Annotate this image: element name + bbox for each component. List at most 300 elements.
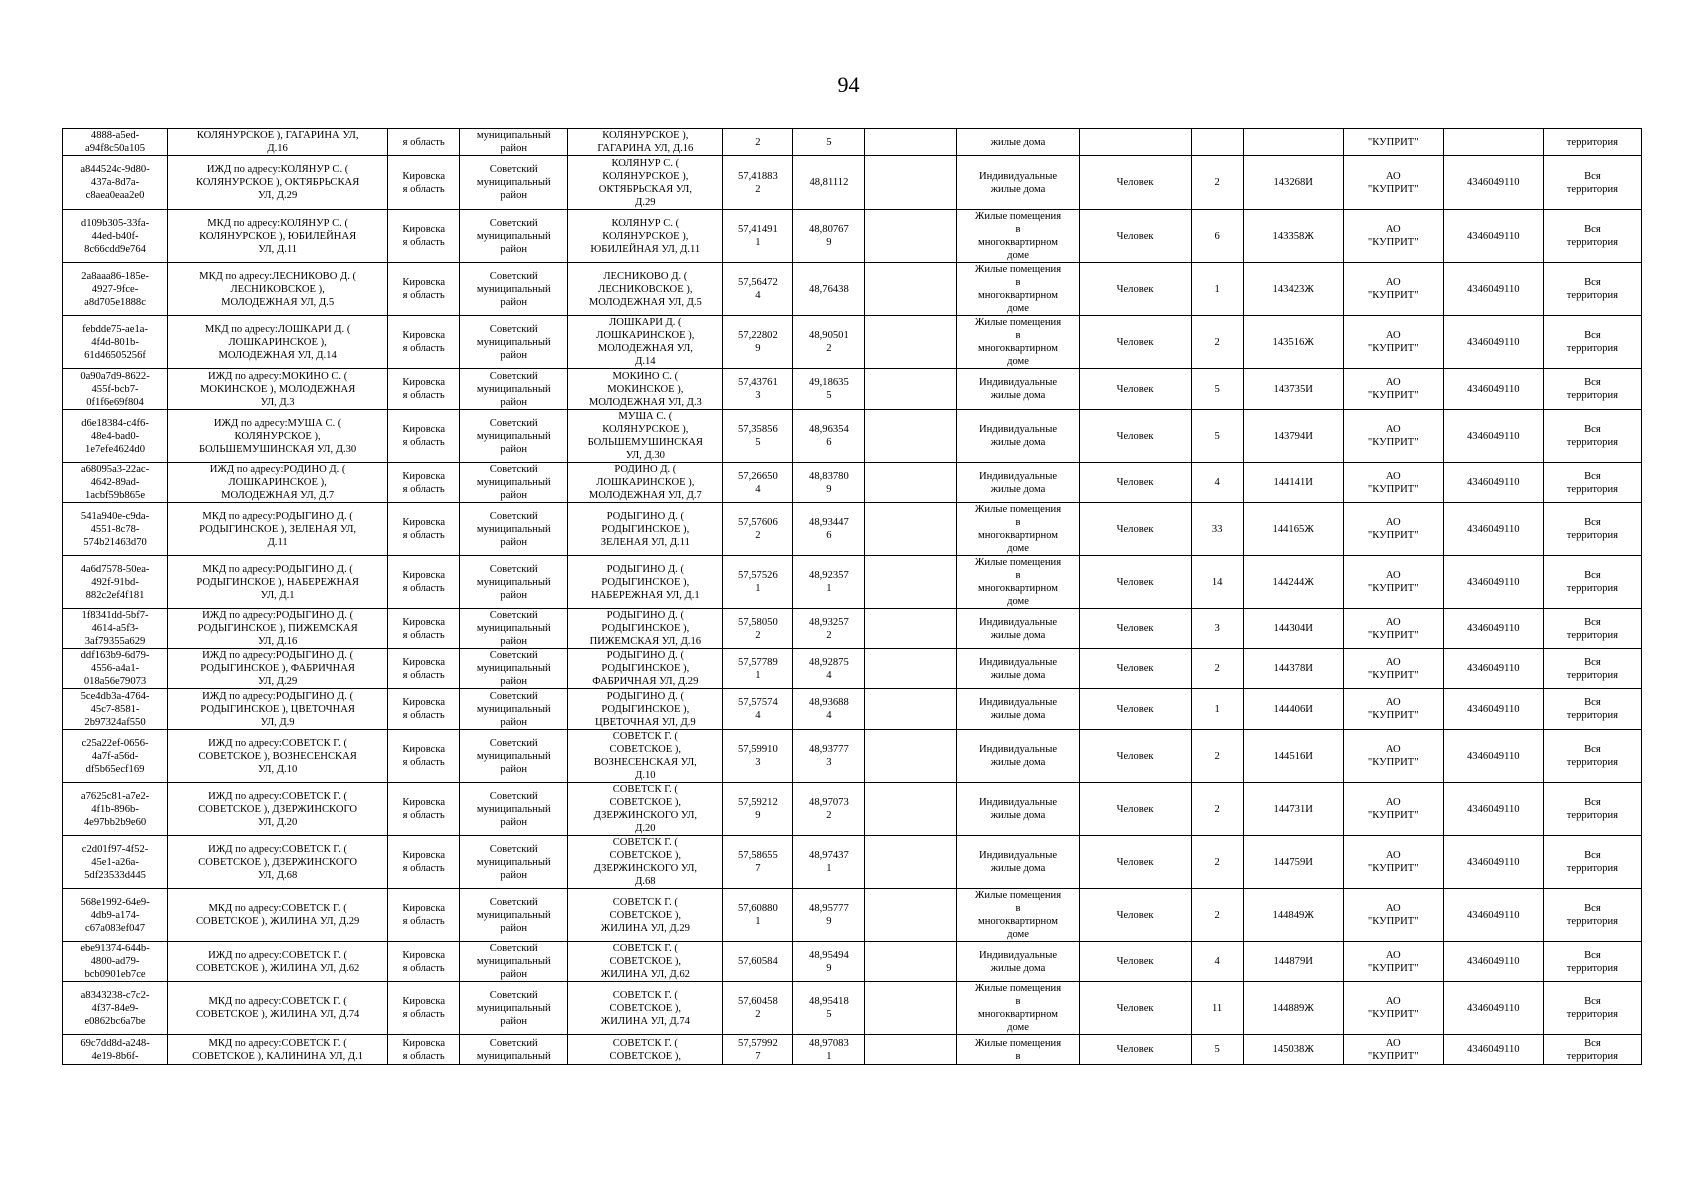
unit-cell: Человек — [1079, 556, 1191, 609]
inn-cell: 4346049110 — [1443, 1035, 1543, 1065]
count-cell: 4 — [1191, 942, 1243, 982]
territory-cell: Вся территория — [1543, 836, 1641, 889]
latitude-cell: 57,59212 9 — [723, 783, 793, 836]
uuid-cell: 0a90a7d9-8622- 455f-bcb7- 0f1f6e69f804 — [63, 369, 168, 410]
table-row — [63, 316, 1642, 369]
region-cell: Кировска я область — [388, 263, 460, 316]
territory-cell: Вся территория — [1543, 1035, 1641, 1065]
table-row — [63, 129, 1642, 156]
category-cell: Индивидуальные жилые дома — [957, 689, 1079, 730]
district-cell: Советский муниципальный район — [460, 942, 568, 982]
code-cell: 143268И — [1243, 156, 1343, 210]
unit-cell: Человек — [1079, 156, 1191, 210]
longitude-cell: 49,18635 5 — [793, 369, 865, 410]
code-cell: 143794И — [1243, 410, 1343, 463]
category-cell: Жилые помещения в многоквартирном доме — [957, 982, 1079, 1035]
uuid-cell: ebe91374-644b- 4800-ad79- bcb0901eb7ce — [63, 942, 168, 982]
district-cell: Советский муниципальный район — [460, 889, 568, 942]
longitude-cell: 48,97437 1 — [793, 836, 865, 889]
category-cell: Жилые помещения в — [957, 1035, 1079, 1065]
latitude-cell: 57,41491 1 — [723, 210, 793, 263]
unit-cell: Человек — [1079, 609, 1191, 649]
region-cell: Кировска я область — [388, 156, 460, 210]
uuid-cell: 69c7dd8d-a248- 4e19-8b6f- — [63, 1035, 168, 1065]
organization-cell: АО "КУПРИТ" — [1343, 982, 1443, 1035]
uuid-cell: a7625c81-a7e2- 4f1b-896b- 4e97bb2b9e60 — [63, 783, 168, 836]
code-cell: 144731И — [1243, 783, 1343, 836]
address-cell: СОВЕТСК Г. ( СОВЕТСКОЕ ), ЖИЛИНА УЛ, Д.74 — [568, 982, 723, 1035]
unit-cell: Человек — [1079, 369, 1191, 410]
object-name-cell: ИЖД по адресу:КОЛЯНУР С. ( КОЛЯНУРСКОЕ ), ОКТЯБРЬСКАЯ УЛ, Д.29 — [168, 156, 388, 210]
longitude-cell: 48,80767 9 — [793, 210, 865, 263]
district-cell: Советский муниципальный район — [460, 210, 568, 263]
inn-cell: 4346049110 — [1443, 609, 1543, 649]
object-name-cell: МКД по адресу:ЛЕСНИКОВО Д. ( ЛЕСНИКОВСКОЕ ), МОЛОДЕЖНАЯ УЛ, Д.5 — [168, 263, 388, 316]
inn-cell: 4346049110 — [1443, 369, 1543, 410]
latitude-cell: 57,22802 9 — [723, 316, 793, 369]
empty-cell — [865, 503, 957, 556]
organization-cell: АО "КУПРИТ" — [1343, 942, 1443, 982]
category-cell: Жилые помещения в многоквартирном доме — [957, 889, 1079, 942]
count-cell — [1191, 129, 1243, 156]
territory-cell: территория — [1543, 129, 1641, 156]
uuid-cell: 5ce4db3a-4764- 45c7-8581- 2b97324af550 — [63, 689, 168, 730]
object-name-cell: ИЖД по адресу:РОДЫГИНО Д. ( РОДЫГИНСКОЕ ), ПИЖЕМСКАЯ УЛ, Д.16 — [168, 609, 388, 649]
table-row — [63, 463, 1642, 503]
empty-cell — [865, 1035, 957, 1065]
empty-cell — [865, 263, 957, 316]
unit-cell: Человек — [1079, 889, 1191, 942]
organization-cell: АО "КУПРИТ" — [1343, 689, 1443, 730]
longitude-cell: 48,95777 9 — [793, 889, 865, 942]
organization-cell: АО "КУПРИТ" — [1343, 649, 1443, 689]
organization-cell: АО "КУПРИТ" — [1343, 556, 1443, 609]
latitude-cell: 57,56472 4 — [723, 263, 793, 316]
latitude-cell: 57,59910 3 — [723, 730, 793, 783]
object-name-cell: МКД по адресу:СОВЕТСК Г. ( СОВЕТСКОЕ ), ЖИЛИНА УЛ, Д.29 — [168, 889, 388, 942]
table-container — [62, 128, 1642, 1131]
address-cell: КОЛЯНУР С. ( КОЛЯНУРСКОЕ ), ОКТЯБРЬСКАЯ УЛ, Д.29 — [568, 156, 723, 210]
count-cell: 2 — [1191, 730, 1243, 783]
unit-cell: Человек — [1079, 982, 1191, 1035]
category-cell: Индивидуальные жилые дома — [957, 609, 1079, 649]
region-cell: Кировска я область — [388, 730, 460, 783]
territory-cell: Вся территория — [1543, 316, 1641, 369]
empty-cell — [865, 556, 957, 609]
organization-cell: АО "КУПРИТ" — [1343, 316, 1443, 369]
territory-cell: Вся территория — [1543, 649, 1641, 689]
region-cell: Кировска я область — [388, 649, 460, 689]
organization-cell: АО "КУПРИТ" — [1343, 730, 1443, 783]
region-cell: Кировска я область — [388, 463, 460, 503]
latitude-cell: 2 — [723, 129, 793, 156]
district-cell: Советский муниципальный район — [460, 369, 568, 410]
territory-cell: Вся территория — [1543, 689, 1641, 730]
unit-cell: Человек — [1079, 1035, 1191, 1065]
inn-cell: 4346049110 — [1443, 210, 1543, 263]
code-cell: 143358Ж — [1243, 210, 1343, 263]
object-name-cell: МКД по адресу:СОВЕТСК Г. ( СОВЕТСКОЕ ), ЖИЛИНА УЛ, Д.74 — [168, 982, 388, 1035]
longitude-cell: 48,97073 2 — [793, 783, 865, 836]
empty-cell — [865, 982, 957, 1035]
longitude-cell: 48,92357 1 — [793, 556, 865, 609]
region-cell: Кировска я область — [388, 982, 460, 1035]
inn-cell: 4346049110 — [1443, 689, 1543, 730]
code-cell: 144378И — [1243, 649, 1343, 689]
district-cell: Советский муниципальный район — [460, 649, 568, 689]
address-cell: СОВЕТСК Г. ( СОВЕТСКОЕ ), ЖИЛИНА УЛ, Д.62 — [568, 942, 723, 982]
district-cell: Советский муниципальный район — [460, 316, 568, 369]
count-cell: 14 — [1191, 556, 1243, 609]
table-row — [63, 982, 1642, 1035]
latitude-cell: 57,35856 5 — [723, 410, 793, 463]
address-cell: РОДЫГИНО Д. ( РОДЫГИНСКОЕ ), ПИЖЕМСКАЯ УЛ, Д.16 — [568, 609, 723, 649]
longitude-cell: 48,96354 6 — [793, 410, 865, 463]
region-cell: Кировска я область — [388, 689, 460, 730]
region-cell: Кировска я область — [388, 410, 460, 463]
organization-cell: АО "КУПРИТ" — [1343, 609, 1443, 649]
inn-cell: 4346049110 — [1443, 889, 1543, 942]
object-name-cell: МКД по адресу:СОВЕТСК Г. ( СОВЕТСКОЕ ), КАЛИНИНА УЛ, Д.1 — [168, 1035, 388, 1065]
code-cell: 144759И — [1243, 836, 1343, 889]
table-row — [63, 689, 1642, 730]
longitude-cell: 48,95418 5 — [793, 982, 865, 1035]
longitude-cell: 5 — [793, 129, 865, 156]
count-cell: 3 — [1191, 609, 1243, 649]
table-body — [63, 129, 1642, 1065]
code-cell: 143516Ж — [1243, 316, 1343, 369]
longitude-cell: 48,95494 9 — [793, 942, 865, 982]
region-cell: Кировска я область — [388, 316, 460, 369]
address-cell: ЛЕСНИКОВО Д. ( ЛЕСНИКОВСКОЕ ), МОЛОДЕЖНАЯ УЛ, Д.5 — [568, 263, 723, 316]
address-cell: МОКИНО С. ( МОКИНСКОЕ ), МОЛОДЕЖНАЯ УЛ, Д.3 — [568, 369, 723, 410]
uuid-cell: c2d01f97-4f52- 45e1-a26a- 5df23533d445 — [63, 836, 168, 889]
territory-cell: Вся территория — [1543, 156, 1641, 210]
table-row — [63, 783, 1642, 836]
address-cell: КОЛЯНУР С. ( КОЛЯНУРСКОЕ ), ЮБИЛЕЙНАЯ УЛ, Д.11 — [568, 210, 723, 263]
empty-cell — [865, 316, 957, 369]
address-cell: СОВЕТСК Г. ( СОВЕТСКОЕ ), ВОЗНЕСЕНСКАЯ УЛ, Д.10 — [568, 730, 723, 783]
latitude-cell: 57,57789 1 — [723, 649, 793, 689]
organization-cell: АО "КУПРИТ" — [1343, 889, 1443, 942]
table-row — [63, 410, 1642, 463]
organization-cell: АО "КУПРИТ" — [1343, 783, 1443, 836]
organization-cell: АО "КУПРИТ" — [1343, 156, 1443, 210]
empty-cell — [865, 649, 957, 689]
territory-cell: Вся территория — [1543, 369, 1641, 410]
count-cell: 2 — [1191, 156, 1243, 210]
latitude-cell: 57,57992 7 — [723, 1035, 793, 1065]
organization-cell: АО "КУПРИТ" — [1343, 210, 1443, 263]
latitude-cell: 57,57606 2 — [723, 503, 793, 556]
uuid-cell: c25a22ef-0656- 4a7f-a56d- df5b65ecf169 — [63, 730, 168, 783]
longitude-cell: 48,97083 1 — [793, 1035, 865, 1065]
territory-cell: Вся территория — [1543, 942, 1641, 982]
empty-cell — [865, 156, 957, 210]
latitude-cell: 57,41883 2 — [723, 156, 793, 210]
table-row — [63, 649, 1642, 689]
inn-cell: 4346049110 — [1443, 410, 1543, 463]
uuid-cell: 541a940e-c9da- 4551-8c78- 574b21463d70 — [63, 503, 168, 556]
district-cell: Советский муниципальный район — [460, 982, 568, 1035]
unit-cell — [1079, 129, 1191, 156]
table-row — [63, 210, 1642, 263]
empty-cell — [865, 689, 957, 730]
uuid-cell: d109b305-33fa- 44ed-b40f- 8c66cdd9e764 — [63, 210, 168, 263]
region-cell: я область — [388, 129, 460, 156]
territory-cell: Вся территория — [1543, 982, 1641, 1035]
territory-cell: Вся территория — [1543, 463, 1641, 503]
latitude-cell: 57,58655 7 — [723, 836, 793, 889]
object-name-cell: МКД по адресу:РОДЫГИНО Д. ( РОДЫГИНСКОЕ ), ЗЕЛЕНАЯ УЛ, Д.11 — [168, 503, 388, 556]
uuid-cell: 568e1992-64e9- 4db9-a174- c67a083ef047 — [63, 889, 168, 942]
latitude-cell: 57,43761 3 — [723, 369, 793, 410]
code-cell: 143423Ж — [1243, 263, 1343, 316]
territory-cell: Вся территория — [1543, 889, 1641, 942]
code-cell: 144244Ж — [1243, 556, 1343, 609]
district-cell: Советский муниципальный район — [460, 689, 568, 730]
address-cell: РОДЫГИНО Д. ( РОДЫГИНСКОЕ ), ЦВЕТОЧНАЯ УЛ, Д.9 — [568, 689, 723, 730]
territory-cell: Вся территория — [1543, 783, 1641, 836]
count-cell: 2 — [1191, 783, 1243, 836]
address-cell: ЛОШКАРИ Д. ( ЛОШКАРИНСКОЕ ), МОЛОДЕЖНАЯ УЛ, Д.14 — [568, 316, 723, 369]
uuid-cell: 2a8aaa86-185e- 4927-9fce- a8d705e1888c — [63, 263, 168, 316]
empty-cell — [865, 942, 957, 982]
code-cell: 144879И — [1243, 942, 1343, 982]
longitude-cell: 48,93447 6 — [793, 503, 865, 556]
count-cell: 33 — [1191, 503, 1243, 556]
inn-cell: 4346049110 — [1443, 463, 1543, 503]
address-cell: СОВЕТСК Г. ( СОВЕТСКОЕ ), ЖИЛИНА УЛ, Д.29 — [568, 889, 723, 942]
district-cell: Советский муниципальный район — [460, 156, 568, 210]
empty-cell — [865, 783, 957, 836]
count-cell: 2 — [1191, 649, 1243, 689]
address-cell: СОВЕТСК Г. ( СОВЕТСКОЕ ), ДЗЕРЖИНСКОГО УЛ, Д.20 — [568, 783, 723, 836]
inn-cell: 4346049110 — [1443, 556, 1543, 609]
district-cell: муниципальный район — [460, 129, 568, 156]
longitude-cell: 48,76438 — [793, 263, 865, 316]
organization-cell: АО "КУПРИТ" — [1343, 1035, 1443, 1065]
count-cell: 2 — [1191, 889, 1243, 942]
district-cell: Советский муниципальный район — [460, 783, 568, 836]
count-cell: 2 — [1191, 836, 1243, 889]
uuid-cell: 4a6d7578-50ea- 492f-91bd- 882c2ef4f181 — [63, 556, 168, 609]
category-cell: Индивидуальные жилые дома — [957, 463, 1079, 503]
organization-cell: АО "КУПРИТ" — [1343, 836, 1443, 889]
region-cell: Кировска я область — [388, 942, 460, 982]
unit-cell: Человек — [1079, 316, 1191, 369]
object-name-cell: МКД по адресу:ЛОШКАРИ Д. ( ЛОШКАРИНСКОЕ ), МОЛОДЕЖНАЯ УЛ, Д.14 — [168, 316, 388, 369]
count-cell: 2 — [1191, 316, 1243, 369]
count-cell: 1 — [1191, 263, 1243, 316]
inn-cell: 4346049110 — [1443, 836, 1543, 889]
category-cell: Жилые помещения в многоквартирном доме — [957, 316, 1079, 369]
uuid-cell: 4888-a5ed- a94f8c50a105 — [63, 129, 168, 156]
territory-cell: Вся территория — [1543, 210, 1641, 263]
inn-cell: 4346049110 — [1443, 982, 1543, 1035]
code-cell: 144165Ж — [1243, 503, 1343, 556]
category-cell: Индивидуальные жилые дома — [957, 369, 1079, 410]
code-cell — [1243, 129, 1343, 156]
address-cell: МУША С. ( КОЛЯНУРСКОЕ ), БОЛЬШЕМУШИНСКАЯ УЛ, Д.30 — [568, 410, 723, 463]
district-cell: Советский муниципальный район — [460, 730, 568, 783]
inn-cell: 4346049110 — [1443, 942, 1543, 982]
district-cell: Советский муниципальный район — [460, 503, 568, 556]
category-cell: Индивидуальные жилые дома — [957, 836, 1079, 889]
table-row — [63, 503, 1642, 556]
uuid-cell: 1f8341dd-5bf7- 4614-a5f3- 3af79355a629 — [63, 609, 168, 649]
table-row — [63, 942, 1642, 982]
object-name-cell: ИЖД по адресу:СОВЕТСК Г. ( СОВЕТСКОЕ ), ДЗЕРЖИНСКОГО УЛ, Д.20 — [168, 783, 388, 836]
category-cell: Индивидуальные жилые дома — [957, 156, 1079, 210]
empty-cell — [865, 730, 957, 783]
organization-cell: АО "КУПРИТ" — [1343, 410, 1443, 463]
address-cell: РОДЫГИНО Д. ( РОДЫГИНСКОЕ ), ФАБРИЧНАЯ УЛ, Д.29 — [568, 649, 723, 689]
category-cell: Жилые помещения в многоквартирном доме — [957, 503, 1079, 556]
empty-cell — [865, 369, 957, 410]
table-row — [63, 156, 1642, 210]
object-name-cell: ИЖД по адресу:РОДИНО Д. ( ЛОШКАРИНСКОЕ ), МОЛОДЕЖНАЯ УЛ, Д.7 — [168, 463, 388, 503]
unit-cell: Человек — [1079, 263, 1191, 316]
count-cell: 5 — [1191, 1035, 1243, 1065]
unit-cell: Человек — [1079, 836, 1191, 889]
unit-cell: Человек — [1079, 503, 1191, 556]
category-cell: Жилые помещения в многоквартирном доме — [957, 263, 1079, 316]
table-row — [63, 836, 1642, 889]
code-cell: 144516И — [1243, 730, 1343, 783]
inn-cell: 4346049110 — [1443, 503, 1543, 556]
empty-cell — [865, 129, 957, 156]
category-cell: Жилые помещения в многоквартирном доме — [957, 556, 1079, 609]
table-row — [63, 556, 1642, 609]
region-cell: Кировска я область — [388, 503, 460, 556]
data-table — [62, 128, 1642, 1065]
longitude-cell: 48,81112 — [793, 156, 865, 210]
district-cell: Советский муниципальный район — [460, 556, 568, 609]
count-cell: 1 — [1191, 689, 1243, 730]
latitude-cell: 57,26650 4 — [723, 463, 793, 503]
empty-cell — [865, 463, 957, 503]
object-name-cell: МКД по адресу:КОЛЯНУР С. ( КОЛЯНУРСКОЕ ), ЮБИЛЕЙНАЯ УЛ, Д.11 — [168, 210, 388, 263]
district-cell: Советский муниципальный — [460, 1035, 568, 1065]
inn-cell: 4346049110 — [1443, 263, 1543, 316]
district-cell: Советский муниципальный район — [460, 609, 568, 649]
table-row — [63, 730, 1642, 783]
count-cell: 5 — [1191, 410, 1243, 463]
inn-cell: 4346049110 — [1443, 649, 1543, 689]
object-name-cell: ИЖД по адресу:РОДЫГИНО Д. ( РОДЫГИНСКОЕ ), ФАБРИЧНАЯ УЛ, Д.29 — [168, 649, 388, 689]
district-cell: Советский муниципальный район — [460, 463, 568, 503]
table-row — [63, 609, 1642, 649]
uuid-cell: febdde75-ae1a- 4f4d-801b- 61d46505256f — [63, 316, 168, 369]
count-cell: 6 — [1191, 210, 1243, 263]
table-row — [63, 1035, 1642, 1065]
region-cell: Кировска я область — [388, 889, 460, 942]
count-cell: 4 — [1191, 463, 1243, 503]
code-cell: 144406И — [1243, 689, 1343, 730]
table-row — [63, 889, 1642, 942]
district-cell: Советский муниципальный район — [460, 410, 568, 463]
region-cell: Кировска я область — [388, 836, 460, 889]
inn-cell: 4346049110 — [1443, 783, 1543, 836]
region-cell: Кировска я область — [388, 369, 460, 410]
uuid-cell: d6e18384-c4f6- 48e4-bad0- 1e7efe4624d0 — [63, 410, 168, 463]
unit-cell: Человек — [1079, 210, 1191, 263]
latitude-cell: 57,57526 1 — [723, 556, 793, 609]
address-cell: РОДИНО Д. ( ЛОШКАРИНСКОЕ ), МОЛОДЕЖНАЯ УЛ, Д.7 — [568, 463, 723, 503]
category-cell: Индивидуальные жилые дома — [957, 410, 1079, 463]
longitude-cell: 48,93688 4 — [793, 689, 865, 730]
address-cell: РОДЫГИНО Д. ( РОДЫГИНСКОЕ ), НАБЕРЕЖНАЯ УЛ, Д.1 — [568, 556, 723, 609]
territory-cell: Вся территория — [1543, 730, 1641, 783]
empty-cell — [865, 609, 957, 649]
district-cell: Советский муниципальный район — [460, 263, 568, 316]
code-cell: 144849Ж — [1243, 889, 1343, 942]
category-cell: Жилые помещения в многоквартирном доме — [957, 210, 1079, 263]
inn-cell: 4346049110 — [1443, 316, 1543, 369]
longitude-cell: 48,83780 9 — [793, 463, 865, 503]
code-cell: 144304И — [1243, 609, 1343, 649]
unit-cell: Человек — [1079, 649, 1191, 689]
latitude-cell: 57,60458 2 — [723, 982, 793, 1035]
empty-cell — [865, 210, 957, 263]
region-cell: Кировска я область — [388, 556, 460, 609]
category-cell: Индивидуальные жилые дома — [957, 730, 1079, 783]
organization-cell: АО "КУПРИТ" — [1343, 263, 1443, 316]
latitude-cell: 57,60584 — [723, 942, 793, 982]
region-cell: Кировска я область — [388, 783, 460, 836]
district-cell: Советский муниципальный район — [460, 836, 568, 889]
object-name-cell: ИЖД по адресу:МУША С. ( КОЛЯНУРСКОЕ ), БОЛЬШЕМУШИНСКАЯ УЛ, Д.30 — [168, 410, 388, 463]
empty-cell — [865, 889, 957, 942]
region-cell: Кировска я область — [388, 609, 460, 649]
address-cell: СОВЕТСК Г. ( СОВЕТСКОЕ ), ДЗЕРЖИНСКОГО УЛ, Д.68 — [568, 836, 723, 889]
table-row — [63, 369, 1642, 410]
longitude-cell: 48,92875 4 — [793, 649, 865, 689]
table-row — [63, 263, 1642, 316]
code-cell: 145038Ж — [1243, 1035, 1343, 1065]
territory-cell: Вся территория — [1543, 609, 1641, 649]
uuid-cell: ddf163b9-6d79- 4556-a4a1- 018a56e79073 — [63, 649, 168, 689]
object-name-cell: ИЖД по адресу:РОДЫГИНО Д. ( РОДЫГИНСКОЕ ), ЦВЕТОЧНАЯ УЛ, Д.9 — [168, 689, 388, 730]
region-cell: Кировска я область — [388, 210, 460, 263]
uuid-cell: a844524c-9d80- 437a-8d7a- c8aea0eaa2e0 — [63, 156, 168, 210]
territory-cell: Вся территория — [1543, 263, 1641, 316]
organization-cell: "КУПРИТ" — [1343, 129, 1443, 156]
uuid-cell: a8343238-c7c2- 4f37-84e9- e0862bc6a7be — [63, 982, 168, 1035]
category-cell: Индивидуальные жилые дома — [957, 783, 1079, 836]
unit-cell: Человек — [1079, 689, 1191, 730]
longitude-cell: 48,93257 2 — [793, 609, 865, 649]
count-cell: 5 — [1191, 369, 1243, 410]
unit-cell: Человек — [1079, 730, 1191, 783]
object-name-cell: ИЖД по адресу:СОВЕТСК Г. ( СОВЕТСКОЕ ), ВОЗНЕСЕНСКАЯ УЛ, Д.10 — [168, 730, 388, 783]
address-cell: СОВЕТСК Г. ( СОВЕТСКОЕ ), — [568, 1035, 723, 1065]
uuid-cell: a68095a3-22ac- 4642-89ad- 1acbf59b865e — [63, 463, 168, 503]
organization-cell: АО "КУПРИТ" — [1343, 369, 1443, 410]
region-cell: Кировска я область — [388, 1035, 460, 1065]
unit-cell: Человек — [1079, 410, 1191, 463]
object-name-cell: КОЛЯНУРСКОЕ ), ГАГАРИНА УЛ, Д.16 — [168, 129, 388, 156]
territory-cell: Вся территория — [1543, 556, 1641, 609]
address-cell: РОДЫГИНО Д. ( РОДЫГИНСКОЕ ), ЗЕЛЕНАЯ УЛ, Д.11 — [568, 503, 723, 556]
empty-cell — [865, 410, 957, 463]
object-name-cell: ИЖД по адресу:МОКИНО С. ( МОКИНСКОЕ ), МОЛОДЕЖНАЯ УЛ, Д.3 — [168, 369, 388, 410]
unit-cell: Человек — [1079, 783, 1191, 836]
organization-cell: АО "КУПРИТ" — [1343, 463, 1443, 503]
code-cell: 144141И — [1243, 463, 1343, 503]
latitude-cell: 57,57574 4 — [723, 689, 793, 730]
